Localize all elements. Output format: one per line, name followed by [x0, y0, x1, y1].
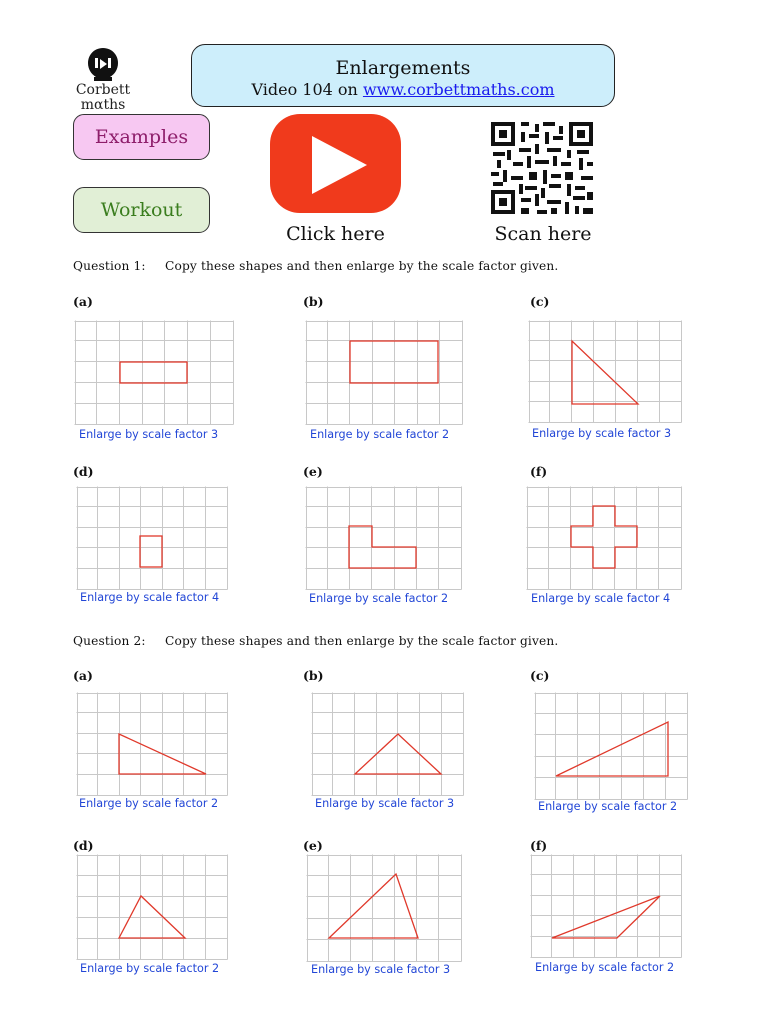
- q1c-triangle-shape: [572, 341, 638, 404]
- q2-part-a-label: (a): [73, 668, 93, 683]
- q2e-triangle-shape: [329, 874, 418, 938]
- q1a-grid: [74, 320, 234, 425]
- workout-button[interactable]: Workout: [73, 187, 210, 233]
- question-2-label: Question 2:: [73, 634, 146, 648]
- click-here-caption: Click here: [286, 223, 385, 245]
- q1f-cross-shape: [571, 506, 637, 568]
- q1-part-d-label: (d): [73, 464, 94, 479]
- grid-lines: [306, 487, 462, 590]
- q1e-grid: [305, 486, 462, 590]
- q1c-grid: [528, 320, 682, 423]
- q2c-triangle-shape: [556, 722, 668, 776]
- play-button[interactable]: [270, 114, 401, 213]
- q2b-caption: Enlarge by scale factor 3: [315, 797, 455, 810]
- q1d-rectangle-shape: [140, 536, 162, 567]
- question-1-label: Question 1:: [73, 259, 146, 273]
- q2e-caption: Enlarge by scale factor 3: [311, 963, 451, 976]
- question-1-heading: [73, 259, 558, 273]
- q1f-grid: [526, 486, 682, 590]
- q2-part-d-label: (d): [73, 838, 94, 853]
- q2-part-b-label: (b): [303, 668, 324, 683]
- q1-part-c-label: (c): [530, 294, 550, 309]
- grid-lines: [529, 321, 682, 423]
- q1a-caption: Enlarge by scale factor 3: [79, 428, 219, 441]
- q2-part-c-label: (c): [530, 668, 550, 683]
- q1b-caption: Enlarge by scale factor 2: [310, 428, 450, 441]
- q1a-rectangle-shape: [120, 362, 187, 383]
- grid-lines: [535, 693, 688, 800]
- q2b-grid: [311, 692, 464, 796]
- q1-part-e-label: (e): [303, 464, 323, 479]
- grid-lines: [77, 693, 228, 796]
- q1b-grid: [305, 320, 463, 425]
- q1d-caption: Enlarge by scale factor 4: [80, 591, 220, 604]
- q2a-grid: [76, 692, 228, 796]
- video-subtitle: [192, 79, 614, 101]
- q2-part-e-label: (e): [303, 838, 323, 853]
- question-2-heading: [73, 634, 558, 648]
- video-link[interactable]: www.corbettmaths.com: [362, 80, 555, 99]
- logo-text-line1: Corbett: [75, 82, 131, 98]
- logo-text-line2: mαths: [80, 97, 126, 113]
- q1e-caption: Enlarge by scale factor 2: [309, 592, 449, 605]
- video-subtitle-prefix: Video 104 on: [251, 80, 363, 99]
- q2a-caption: Enlarge by scale factor 2: [79, 797, 219, 810]
- q1c-caption: Enlarge by scale factor 3: [532, 427, 672, 440]
- q2e-grid: [306, 854, 462, 962]
- page-title: Enlargements: [335, 57, 471, 79]
- q2d-caption: Enlarge by scale factor 2: [80, 962, 220, 975]
- q2d-grid: [76, 854, 228, 960]
- q1-part-a-label: (a): [73, 294, 93, 309]
- grid-lines: [307, 855, 462, 962]
- q2f-triangle-shape: [552, 896, 660, 938]
- q1-part-b-label: (b): [303, 294, 324, 309]
- q1d-grid: [76, 486, 228, 590]
- q2f-caption: Enlarge by scale factor 2: [535, 961, 675, 974]
- grid-lines: [306, 321, 463, 425]
- corbettmaths-logo: [70, 46, 150, 116]
- grid-lines: [77, 487, 228, 590]
- logo-icon: [86, 46, 120, 82]
- q1f-caption: Enlarge by scale factor 4: [531, 592, 671, 605]
- q2-part-f-label: (f): [530, 838, 548, 853]
- question-1-text: Copy these shapes and then enlarge by the scale factor given.: [165, 259, 559, 273]
- examples-button[interactable]: Examples: [73, 114, 210, 160]
- q1-part-f-label: (f): [530, 464, 548, 479]
- question-2-text: Copy these shapes and then enlarge by the scale factor given.: [165, 634, 559, 648]
- grid-lines: [75, 321, 234, 425]
- qr-code-icon[interactable]: [491, 122, 593, 214]
- q2f-grid: [530, 854, 682, 958]
- q2c-caption: Enlarge by scale factor 2: [538, 800, 678, 813]
- title-box: [191, 44, 615, 107]
- grid-lines: [531, 855, 682, 958]
- scan-here-caption: Scan here: [494, 223, 592, 245]
- grid-lines: [527, 487, 682, 590]
- q2c-grid: [534, 692, 688, 800]
